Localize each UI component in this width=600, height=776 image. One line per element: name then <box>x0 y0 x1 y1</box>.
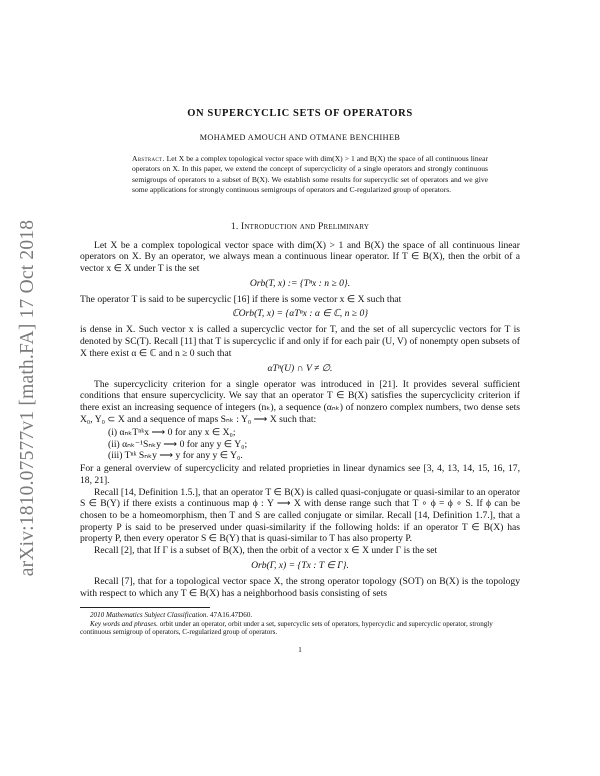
footnote-keywords <box>80 620 520 637</box>
section-heading <box>80 222 520 232</box>
paragraph-criterion: The supercyclicity criterion for a single operator was introduced in [21]. It provides several sufficient conditions that ensure supercyclicity. We say that an operator T ∈ B(X) satisfies the supercyclicity criterion if there exist an increasing sequence of integers (nₖ), a sequence (αₙₖ) of nonzero complex numbers, two dense sets X₀, Y₀ ⊂ X and a sequence of maps Sₙₖ : Y₀ ⟶ X such that: <box>80 378 520 425</box>
abstract-label: Abstract. <box>132 154 165 163</box>
equation-open-sets: αTⁿ(U) ∩ V ≠ ∅. <box>267 362 333 374</box>
arxiv-stamp-text: arXiv:1810.07577v1 [math.FA] 17 Oct 2018 <box>17 219 38 576</box>
paragraph-overview: For a general overview of supercyclicity and related proprieties in linear dynamics see [3, 4, 13, 14, 15, 16, 17, 18, 21]. <box>80 463 520 486</box>
abstract <box>132 154 488 196</box>
keywords-value: orbit under an operator, orbit under a set, supercyclic sets of operators, hypercyclic and supercyclic operator, strongly continuous semigroup of operators, C-regularized group of operators. <box>80 619 493 637</box>
paper-title: ON SUPERCYCLIC SETS OF OPERATORS <box>187 108 413 119</box>
msc-value: 47A16.47D60. <box>210 611 253 620</box>
paragraph-intro: Let X be a complex topological vector space with dim(X) > 1 and B(X) the space of all continuous linear operators on X. By an operator, we always mean a continuous linear operator. If T ∈ B(X), then the orbit of a vector x ∈ X under T is the set <box>80 239 520 275</box>
abstract-text: Let X be a complex topological vector space with dim(X) > 1 and B(X) the space of all continuous linear operators on X. In this paper, we extend the concept of supercyclicity of a single operators and strongly continuous semigroups of operators to a subset of B(X). We establish some results for supercyclic set of operators and we give some applications for strongly continuous semigroups of operators and C-regularized group of operators. <box>132 154 488 195</box>
paper-authors: MOHAMED AMOUCH AND OTMANE BENCHIHEB <box>199 133 401 142</box>
section-title: Introduction and Preliminary <box>241 221 370 232</box>
paragraph-quasi-similar: Recall [14, Definition 1.5.], that an operator T ∈ B(X) is called quasi-conjugate or quasi-similar to an operator S ∈ B(Y) if there exists a continuous map ϕ : Y ⟶ X with dense range such that T ∘ ϕ = ϕ ∘ S. If ϕ can be chosen to be a homeomorphism, then T and S are called conjugate or similar. Recall [14, Definition 1.7.], that a property P is said to be preserved under quasi-similarity if the following holds: if an operator T ∈ B(X) has property P, then every operator S ∈ B(Y) that is quasi-similar to T has also property P. <box>80 486 520 545</box>
condition-item: (ii) αₙₖ⁻¹Sₙₖy ⟶ 0 for any y ∈ Y₀; <box>108 438 248 450</box>
arxiv-stamp <box>8 175 48 620</box>
section-number: 1. <box>230 221 239 232</box>
footnote-msc <box>80 611 520 620</box>
keywords-label: Key words and phrases. <box>90 619 158 628</box>
condition-item: (iii) Tⁿᵏ Sₙₖy ⟶ y for any y ∈ Y₀. <box>108 449 243 461</box>
paper-page <box>80 108 520 654</box>
msc-label: 2010 Mathematics Subject Classification. <box>90 611 209 620</box>
paragraph-orbit-set: Recall [2], that If Γ is a subset of B(X), then the orbit of a vector x ∈ X under Γ is the set <box>94 545 438 557</box>
paragraph-sot: Recall [7], that for a topological vector space X, the strong operator topology (SOT) on B(X) is the topology with respect to which any T ∈ B(X) has a neighborhood basis consisting of sets <box>80 575 520 599</box>
equation-projective-orbit: ℂOrb(T, x) = {αTⁿx : α ∈ ℂ, n ≥ 0} <box>231 308 369 320</box>
paragraph-supercyclic-def: The operator T is said to be supercyclic [16] if there is some vector x ∈ X such that <box>80 293 402 305</box>
equation-orbit: Orb(T, x) := {Tⁿx : n ≥ 0}. <box>249 277 351 289</box>
page-number: 1 <box>298 645 302 655</box>
criterion-conditions <box>80 427 520 461</box>
equation-orbit-set: Orb(Γ, x) = {Tx : T ∈ Γ}. <box>251 559 349 571</box>
paragraph-supercyclic-vector: is dense in X. Such vector x is called a supercyclic vector for T, and the set of all supercyclic vectors for T is denoted by SC(T). Recall [11] that T is supercyclic if and only if for each pair (U, V) of nonempty open subsets of X there exist α ∈ ℂ and n ≥ 0 such that <box>80 324 520 359</box>
footnote-divider <box>80 607 210 608</box>
condition-item: (i) αₙₖTⁿᵏx ⟶ 0 for any x ∈ X₀; <box>108 427 236 439</box>
